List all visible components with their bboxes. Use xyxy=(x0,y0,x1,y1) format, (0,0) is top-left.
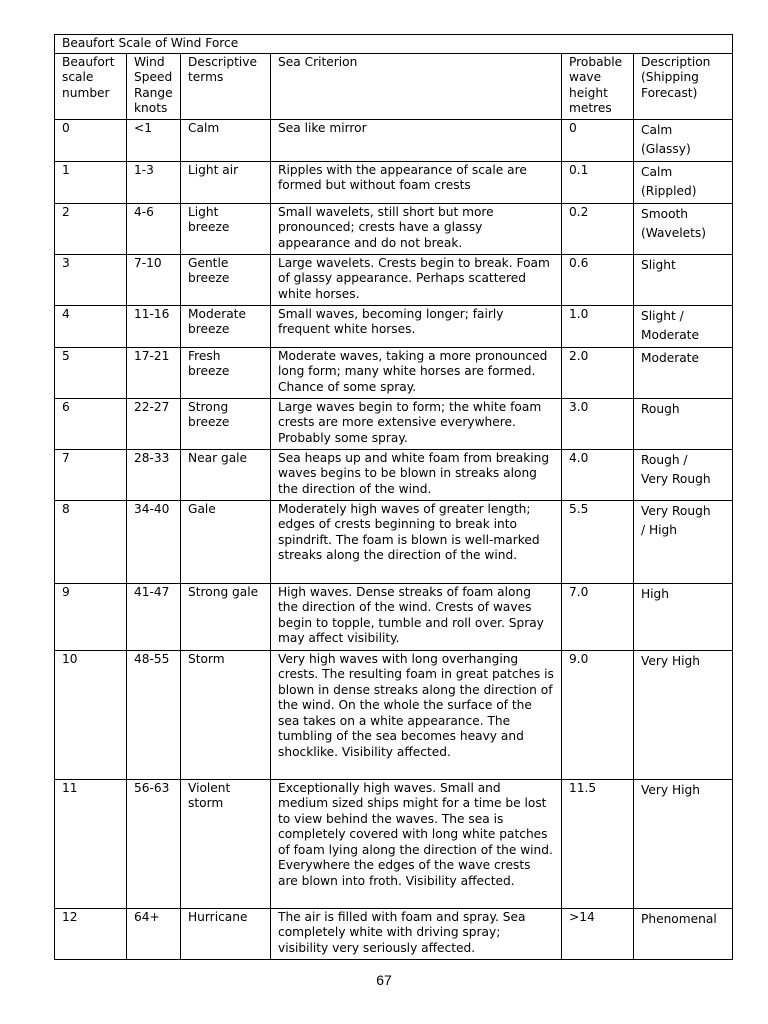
wave-height-cell: 0.1 xyxy=(562,161,634,203)
scale-number-cell: 3 xyxy=(55,254,127,305)
sea-criterion-cell: Very high waves with long overhanging crests. The resulting foam in great patches is blown in dense streaks along the direction of the wind. On the whole the surface of the sea takes on a white appearance. The tumbling of the sea becomes heavy and shocklike. Visibility affected. xyxy=(271,650,562,779)
sea-criterion-cell: Ripples with the appearance of scale are formed but without foam crests xyxy=(271,161,562,203)
wave-height-cell: 2.0 xyxy=(562,347,634,398)
table-row xyxy=(55,119,733,161)
table-header-row xyxy=(55,53,733,119)
header-shipping-forecast: Description (Shipping Forecast) xyxy=(634,53,733,119)
wave-height-cell: 11.5 xyxy=(562,779,634,908)
wind-speed-cell: 11-16 xyxy=(127,305,181,347)
wind-speed-cell: 34-40 xyxy=(127,500,181,583)
scale-number-cell: 7 xyxy=(55,449,127,500)
wind-speed-cell: 17-21 xyxy=(127,347,181,398)
table-title: Beaufort Scale of Wind Force xyxy=(55,35,733,54)
table-row xyxy=(55,650,733,779)
wave-height-cell: 3.0 xyxy=(562,398,634,449)
sea-criterion-cell: Large waves begin to form; the white foam crests are more extensive everywhere. Probably some spray. xyxy=(271,398,562,449)
descriptive-term-cell: Violent storm xyxy=(181,779,271,908)
wave-height-cell: 0.6 xyxy=(562,254,634,305)
wind-speed-cell: <1 xyxy=(127,119,181,161)
scale-number-cell: 1 xyxy=(55,161,127,203)
shipping-forecast-cell: Moderate xyxy=(634,347,733,398)
shipping-forecast-cell: Very High xyxy=(634,650,733,779)
table-title-row xyxy=(55,35,733,54)
descriptive-term-cell: Gentle breeze xyxy=(181,254,271,305)
scale-number-cell: 12 xyxy=(55,908,127,959)
shipping-forecast-cell: Very High xyxy=(634,779,733,908)
descriptive-term-cell: Light air xyxy=(181,161,271,203)
scale-number-cell: 11 xyxy=(55,779,127,908)
table-row xyxy=(55,779,733,908)
descriptive-term-cell: Hurricane xyxy=(181,908,271,959)
scale-number-cell: 8 xyxy=(55,500,127,583)
shipping-forecast-cell: Slight / Moderate xyxy=(634,305,733,347)
shipping-forecast-cell: Very Rough / High xyxy=(634,500,733,583)
sea-criterion-cell: Moderately high waves of greater length; edges of crests beginning to break into spindrift. The foam is blown is well-marked streaks along the direction of the wind. xyxy=(271,500,562,583)
page-number: 67 xyxy=(376,972,392,988)
wind-speed-cell: 7-10 xyxy=(127,254,181,305)
sea-criterion-cell: The air is filled with foam and spray. Sea completely white with driving spray; visibility very seriously affected. xyxy=(271,908,562,959)
descriptive-term-cell: Gale xyxy=(181,500,271,583)
descriptive-term-cell: Strong gale xyxy=(181,583,271,650)
sea-criterion-cell: Small waves, becoming longer; fairly frequent white horses. xyxy=(271,305,562,347)
shipping-forecast-cell: Smooth (Wavelets) xyxy=(634,203,733,254)
table-row xyxy=(55,161,733,203)
table-row xyxy=(55,347,733,398)
descriptive-term-cell: Fresh breeze xyxy=(181,347,271,398)
shipping-forecast-cell: Phenomenal xyxy=(634,908,733,959)
wave-height-cell: 9.0 xyxy=(562,650,634,779)
scale-number-cell: 4 xyxy=(55,305,127,347)
sea-criterion-cell: Moderate waves, taking a more pronounced long form; many white horses are formed. Chance of some spray. xyxy=(271,347,562,398)
scale-number-cell: 2 xyxy=(55,203,127,254)
header-wave-height: Probable wave height metres xyxy=(562,53,634,119)
descriptive-term-cell: Moderate breeze xyxy=(181,305,271,347)
descriptive-term-cell: Light breeze xyxy=(181,203,271,254)
scale-number-cell: 5 xyxy=(55,347,127,398)
scale-number-cell: 6 xyxy=(55,398,127,449)
table-row xyxy=(55,305,733,347)
table-row xyxy=(55,254,733,305)
descriptive-term-cell: Near gale xyxy=(181,449,271,500)
wave-height-cell: 5.5 xyxy=(562,500,634,583)
table-row xyxy=(55,203,733,254)
header-scale-number: Beaufort scale number xyxy=(55,53,127,119)
table-row xyxy=(55,583,733,650)
wave-height-cell: 4.0 xyxy=(562,449,634,500)
sea-criterion-cell: Sea like mirror xyxy=(271,119,562,161)
wave-height-cell: 0 xyxy=(562,119,634,161)
sea-criterion-cell: Sea heaps up and white foam from breaking waves begins to be blown in streaks along the direction of the wind. xyxy=(271,449,562,500)
descriptive-term-cell: Strong breeze xyxy=(181,398,271,449)
shipping-forecast-cell: Slight xyxy=(634,254,733,305)
wind-speed-cell: 4-6 xyxy=(127,203,181,254)
wind-speed-cell: 1-3 xyxy=(127,161,181,203)
scale-number-cell: 9 xyxy=(55,583,127,650)
table-row xyxy=(55,398,733,449)
sea-criterion-cell: High waves. Dense streaks of foam along the direction of the wind. Crests of waves begin to topple, tumble and roll over. Spray may affect visibility. xyxy=(271,583,562,650)
scale-number-cell: 10 xyxy=(55,650,127,779)
shipping-forecast-cell: Calm (Glassy) xyxy=(634,119,733,161)
sea-criterion-cell: Exceptionally high waves. Small and medium sized ships might for a time be lost to view behind the waves. The sea is completely covered with long white patches of foam lying along the direction of the wind. Everywhere the edges of the wave crests are blown into froth. Visibility affected. xyxy=(271,779,562,908)
header-descriptive-terms: Descriptive terms xyxy=(181,53,271,119)
header-sea-criterion: Sea Criterion xyxy=(271,53,562,119)
table-row xyxy=(55,449,733,500)
wind-speed-cell: 22-27 xyxy=(127,398,181,449)
table-row xyxy=(55,500,733,583)
wind-speed-cell: 28-33 xyxy=(127,449,181,500)
wind-speed-cell: 48-55 xyxy=(127,650,181,779)
header-wind-speed: Wind Speed Range knots xyxy=(127,53,181,119)
scale-number-cell: 0 xyxy=(55,119,127,161)
wave-height-cell: 7.0 xyxy=(562,583,634,650)
shipping-forecast-cell: Rough xyxy=(634,398,733,449)
wind-speed-cell: 56-63 xyxy=(127,779,181,908)
descriptive-term-cell: Calm xyxy=(181,119,271,161)
shipping-forecast-cell: High xyxy=(634,583,733,650)
table-row xyxy=(55,908,733,959)
wave-height-cell: >14 xyxy=(562,908,634,959)
wave-height-cell: 1.0 xyxy=(562,305,634,347)
shipping-forecast-cell: Rough / Very Rough xyxy=(634,449,733,500)
sea-criterion-cell: Small wavelets, still short but more pronounced; crests have a glassy appearance and do not break. xyxy=(271,203,562,254)
wave-height-cell: 0.2 xyxy=(562,203,634,254)
shipping-forecast-cell: Calm (Rippled) xyxy=(634,161,733,203)
sea-criterion-cell: Large wavelets. Crests begin to break. Foam of glassy appearance. Perhaps scattered white horses. xyxy=(271,254,562,305)
descriptive-term-cell: Storm xyxy=(181,650,271,779)
beaufort-scale-table xyxy=(54,34,733,960)
wind-speed-cell: 41-47 xyxy=(127,583,181,650)
wind-speed-cell: 64+ xyxy=(127,908,181,959)
